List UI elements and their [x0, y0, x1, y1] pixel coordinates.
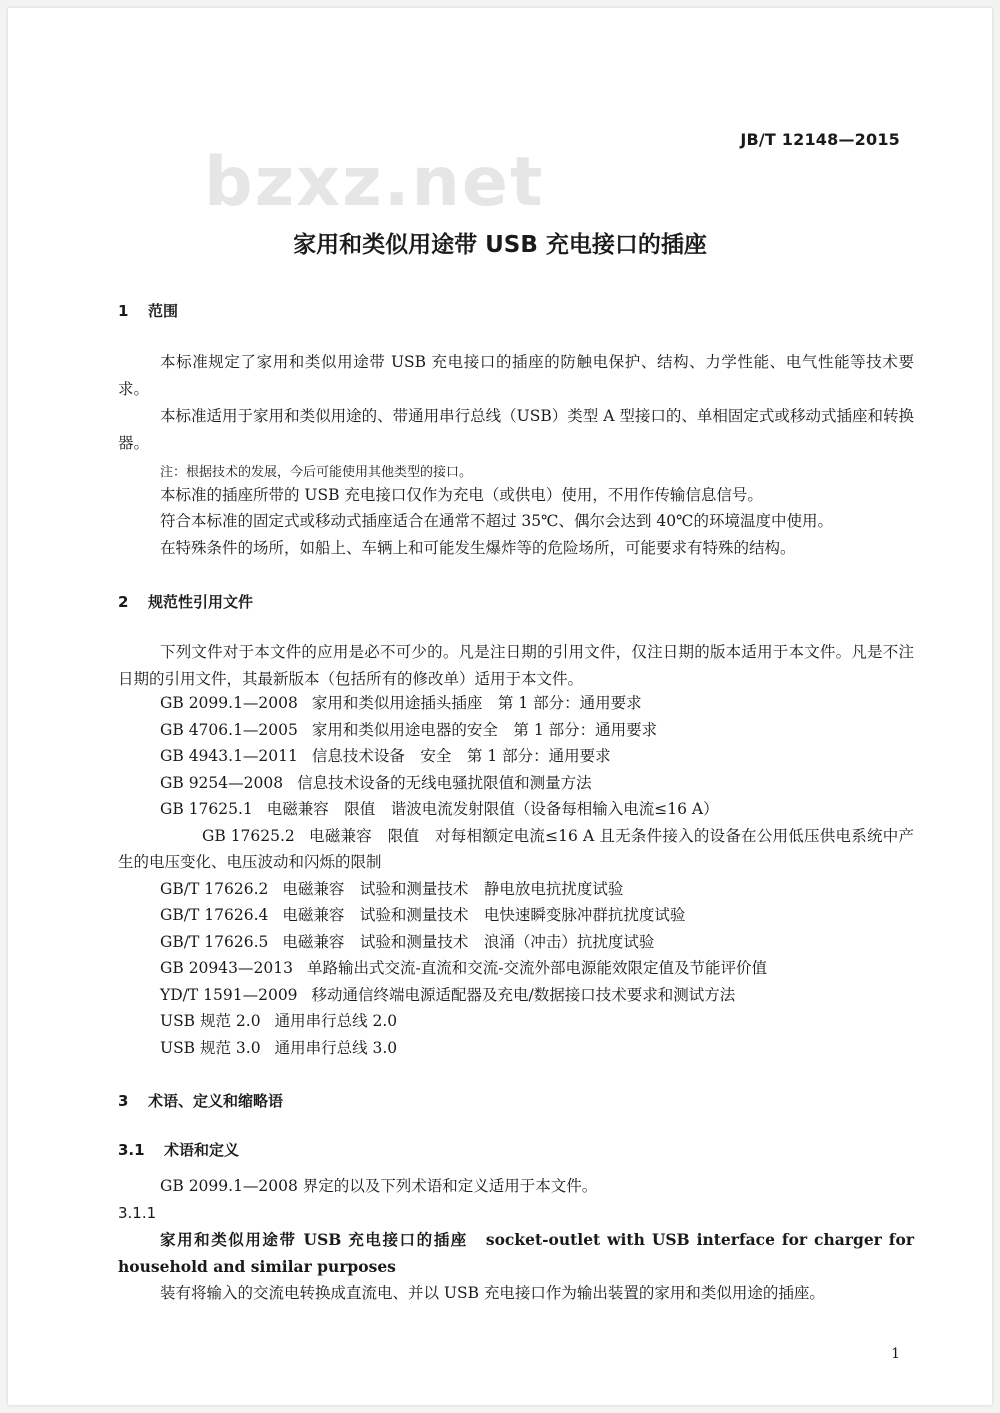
section-number: 2 — [118, 593, 129, 611]
section-title: 范围 — [148, 302, 179, 320]
section-2-heading — [118, 591, 253, 612]
section-number: 1 — [118, 302, 129, 320]
reference-title: 信息技术设备的无线电骚扰限值和测量方法 — [297, 773, 592, 792]
reference-code: GB/T 17626.2 — [160, 879, 269, 898]
reference-item — [118, 982, 914, 1009]
reference-item — [118, 929, 914, 956]
subsection-title: 术语和定义 — [164, 1141, 240, 1159]
reference-title: 移动通信终端电源适配器及充电/数据接口技术要求和测试方法 — [311, 985, 736, 1004]
paragraph: 本标准适用于家用和类似用途的、带通用串行总线（USB）类型 A 型接口的、单相固定式或移动式插座和转换器。 — [118, 407, 914, 452]
reference-title: 通用串行总线 2.0 — [274, 1012, 398, 1030]
reference-title: 家用和类似用途电器的安全 第 1 部分：通用要求 — [311, 720, 658, 739]
paragraph: 本标准的插座所带的 USB 充电接口仅作为充电（或供电）使用，不用作传输信息信号。 — [160, 486, 763, 504]
reference-item — [118, 743, 914, 770]
term-definition: 装有将输入的交流电转换成直流电、并以 USB 充电接口作为输出装置的家用和类似用途的插座。 — [160, 1284, 825, 1302]
term-english: socket-outlet with USB interface for charger for household and similar purposes — [118, 1230, 914, 1276]
term-chinese: 家用和类似用途带 USB 充电接口的插座 — [160, 1230, 468, 1249]
watermark: bzxz.net — [204, 143, 545, 222]
reference-code: GB 4943.1—2011 — [160, 747, 298, 765]
reference-item — [118, 717, 914, 744]
reference-title: 电磁兼容 试验和测量技术 静电放电抗扰度试验 — [282, 879, 624, 898]
standard-code: JB/T 12148—2015 — [740, 130, 900, 149]
section-title: 术语、定义和缩略语 — [148, 1092, 284, 1110]
reference-item — [118, 876, 914, 903]
reference-code: GB/T 17626.4 — [160, 906, 269, 924]
paragraph: 本标准规定了家用和类似用途带 USB 充电接口的插座的防触电保护、结构、力学性能、电气性能等技术要求。 — [118, 353, 914, 398]
reference-item — [118, 1035, 914, 1062]
reference-item — [118, 690, 914, 717]
paragraph: 符合本标准的固定式或移动式插座适合在通常不超过 35℃、偶尔会达到 40℃的环境温度中使用。 — [160, 512, 833, 530]
document-page — [8, 8, 992, 1405]
reference-code: GB 20943—2013 — [160, 959, 293, 977]
reference-code: GB 17625.2 — [202, 826, 295, 845]
reference-title: 电磁兼容 试验和测量技术 浪涌（冲击）抗扰度试验 — [282, 932, 655, 951]
reference-title: 单路输出式交流-直流和交流-交流外部电源能效限定值及节能评价值 — [306, 959, 767, 977]
reference-title: 电磁兼容 限值 对每相额定电流≤16 A 且无条件接入的设备在公用低压供电系统中产生的电压变化、电压波动和闪烁的限制 — [118, 826, 914, 871]
section-1-heading — [118, 300, 178, 321]
reference-title: 家用和类似用途插头插座 第 1 部分：通用要求 — [311, 694, 642, 712]
reference-item — [118, 955, 914, 982]
term-entry — [118, 1226, 914, 1280]
reference-title: 信息技术设备 安全 第 1 部分：通用要求 — [311, 747, 611, 765]
section-3-heading — [118, 1090, 283, 1111]
reference-item — [118, 823, 914, 876]
paragraph: GB 2099.1—2008 界定的以及下列术语和定义适用于本文件。 — [160, 1177, 598, 1195]
reference-title: 通用串行总线 3.0 — [274, 1038, 398, 1057]
paragraph: 下列文件对于本文件的应用是必不可少的。凡是注日期的引用文件，仅注日期的版本适用于本文件。凡是不注日期的引用文件，其最新版本（包括所有的修改单）适用于本文件。 — [118, 643, 914, 688]
term-number: 3.1.1 — [118, 1204, 157, 1222]
section-title: 规范性引用文件 — [148, 593, 254, 611]
reference-code: USB 规范 3.0 — [160, 1038, 261, 1057]
reference-title: 电磁兼容 限值 谐波电流发射限值（设备每相输入电流≤16 A） — [266, 800, 719, 818]
reference-list — [118, 690, 914, 1061]
reference-code: GB/T 17626.5 — [160, 932, 269, 951]
page-number: 1 — [891, 1346, 900, 1362]
reference-code: YD/T 1591—2009 — [160, 985, 298, 1004]
reference-code: GB 9254—2008 — [160, 773, 284, 792]
subsection-number: 3.1 — [118, 1141, 145, 1159]
reference-item — [118, 902, 914, 929]
reference-code: GB 4706.1—2005 — [160, 720, 298, 739]
subsection-heading — [118, 1139, 239, 1160]
reference-code: USB 规范 2.0 — [160, 1012, 261, 1030]
reference-item — [118, 796, 914, 823]
reference-code: GB 17625.1 — [160, 800, 253, 818]
document-title: 家用和类似用途带 USB 充电接口的插座 — [293, 232, 707, 258]
reference-code: GB 2099.1—2008 — [160, 694, 298, 712]
paragraph: 在特殊条件的场所，如船上、车辆上和可能发生爆炸等的危险场所，可能要求有特殊的结构。 — [160, 539, 796, 557]
reference-title: 电磁兼容 试验和测量技术 电快速瞬变脉冲群抗扰度试验 — [282, 906, 686, 924]
reference-item — [118, 770, 914, 797]
note: 注：根据技术的发展，今后可能使用其他类型的接口。 — [160, 465, 473, 480]
section-number: 3 — [118, 1092, 129, 1110]
reference-item — [118, 1008, 914, 1035]
